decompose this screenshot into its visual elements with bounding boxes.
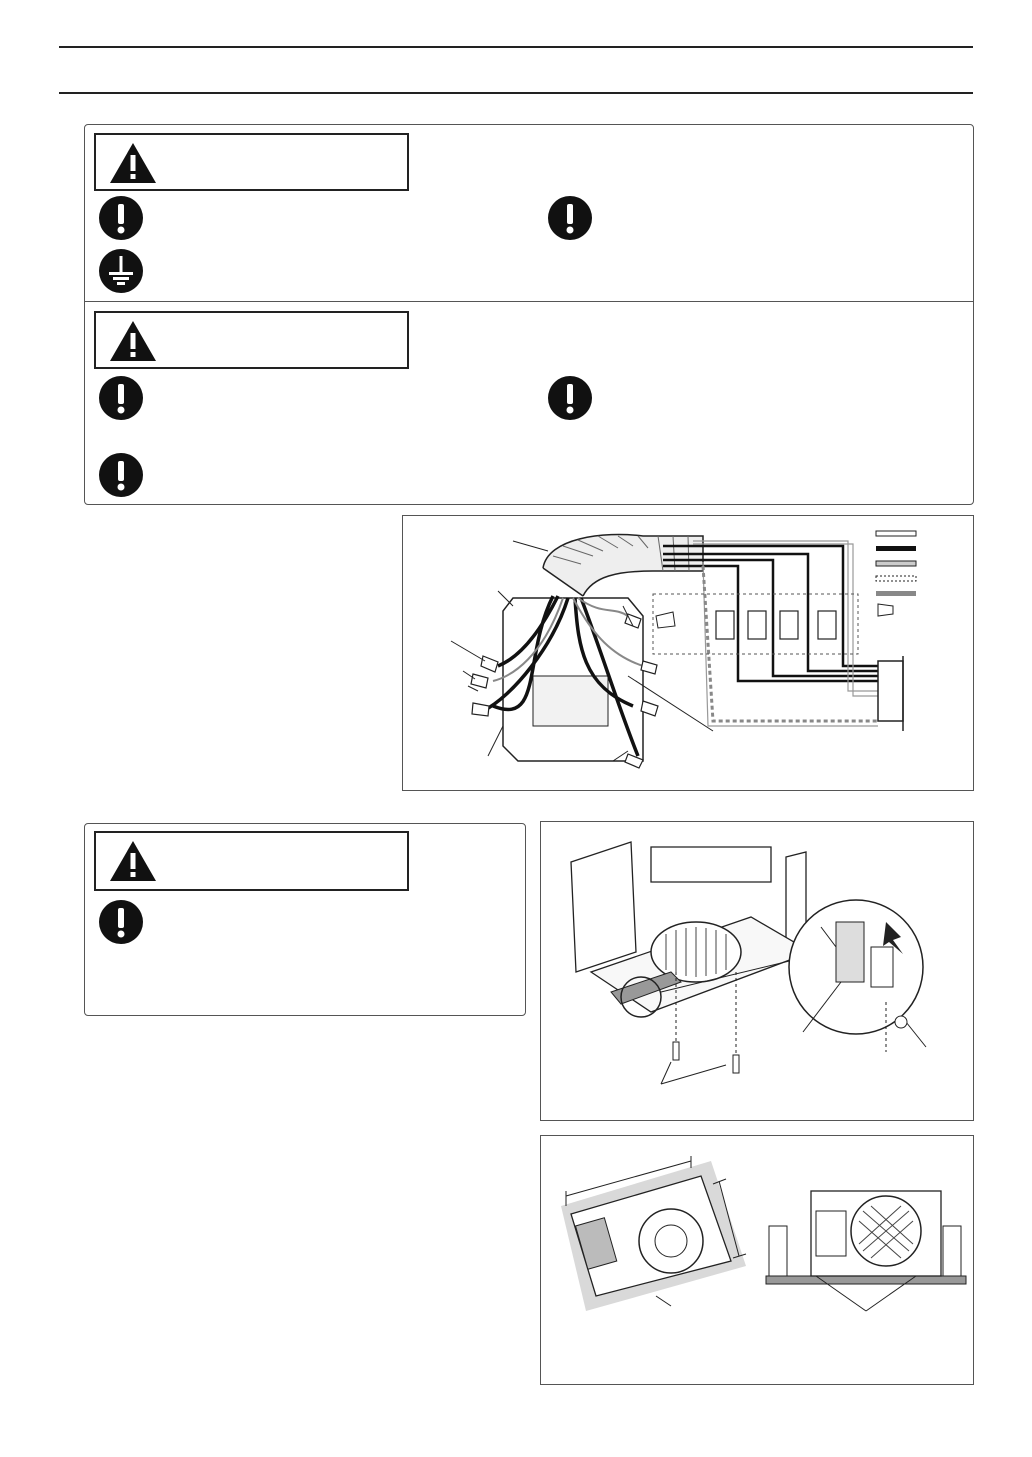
exclamation-circle-icon bbox=[98, 452, 144, 498]
terminal-block bbox=[533, 676, 608, 726]
earth-ground-icon bbox=[98, 248, 144, 294]
caution-notice-box bbox=[84, 823, 526, 1016]
wiring-diagram-figure bbox=[402, 515, 974, 791]
warning-triangle-icon bbox=[108, 839, 158, 883]
warning-triangle-icon bbox=[108, 319, 158, 363]
warning-triangle-icon bbox=[108, 141, 158, 185]
mounting-illustration bbox=[541, 822, 973, 1120]
screw-icon bbox=[733, 1055, 739, 1073]
ceiling-line bbox=[766, 1276, 966, 1284]
safety-notice-box bbox=[84, 124, 974, 505]
warning-label bbox=[94, 133, 409, 191]
exclamation-circle-icon bbox=[98, 899, 144, 945]
dimensions-illustration bbox=[541, 1136, 973, 1384]
switches bbox=[716, 611, 836, 639]
service-panel bbox=[878, 661, 903, 721]
wiring-diagram bbox=[403, 516, 973, 790]
section-divider bbox=[85, 301, 973, 302]
exclamation-circle-icon bbox=[98, 195, 144, 241]
exclamation-circle-icon bbox=[98, 375, 144, 421]
caution-label-2 bbox=[94, 831, 409, 891]
header-top-rule bbox=[59, 46, 973, 48]
wire-legend bbox=[876, 531, 916, 616]
screw-icon bbox=[895, 1016, 907, 1028]
caution-label bbox=[94, 311, 409, 369]
header-bottom-rule bbox=[59, 92, 973, 94]
housing-back bbox=[651, 847, 771, 882]
screw-icon bbox=[673, 1042, 679, 1060]
dimensions-figure bbox=[540, 1135, 974, 1385]
exclamation-circle-icon bbox=[547, 195, 593, 241]
exclamation-circle-icon bbox=[547, 375, 593, 421]
mounting-figure bbox=[540, 821, 974, 1121]
left-joist bbox=[571, 842, 636, 972]
